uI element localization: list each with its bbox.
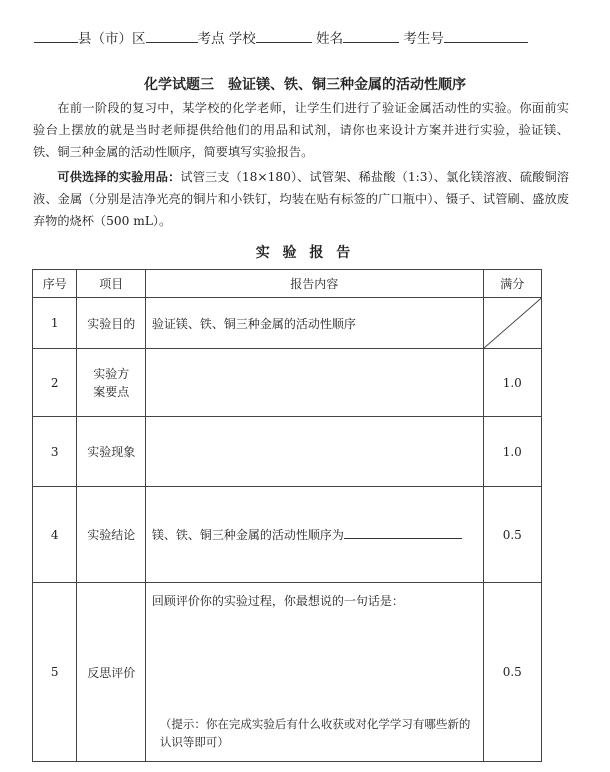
table-row [33,417,542,487]
conclusion-blank[interactable] [344,526,462,539]
header-item: 项目 [77,270,145,298]
row-score: 1.0 [483,349,541,417]
reflection-hint: （提示：你在完成实验后有什么收获或对化学学习有哪些新的认识等即可） [159,717,471,749]
conclusion-text: 镁、铁、铜三种金属的活动性顺序为 [151,528,344,542]
row-num: 5 [33,583,77,762]
supplies-label: 可供选择的实验用品： [57,170,181,184]
row-content [145,298,483,349]
school-blank[interactable] [256,28,312,43]
row-item: 反思评价 [77,583,145,762]
row-score: 0.5 [483,487,541,583]
exam-site-blank[interactable] [146,28,198,43]
row-item: 实验目的 [77,298,145,349]
row-score: 1.0 [483,417,541,487]
header-content: 报告内容 [145,270,483,298]
reflection-prompt: 回顾评价你的实验过程，你最想说的一句话是： [151,594,404,608]
page-title: 化学试题三 验证镁、铁、铜三种金属的活动性顺序 [144,77,466,93]
exam-number-label: 考生号 [403,31,444,47]
row-num: 4 [33,487,77,583]
plan-label: 实验方案要点 [93,366,130,399]
supplies-paragraph [33,166,569,232]
county-label: 县（市）区 [78,31,146,47]
phenomenon-answer-area[interactable] [145,417,483,487]
exam-header [34,28,554,50]
exam-site-label: 考点 [197,31,225,47]
report-table [32,269,542,762]
row-num: 3 [33,417,77,487]
score-cell-diagonal [483,298,541,349]
intro-paragraph: 在前一阶段的复习中，某学校的化学老师，让学生们进行了验证金属活动性的实验。你面前实验台上摆放的就是当时老师提供给他们的用品和试剂，请你也来设计方案并进行实验，验证镁、铁、铜三种金属的活动性顺序，简要填写实验报告。 [33,101,569,159]
exam-number-blank[interactable] [444,28,528,43]
table-row [33,298,542,349]
header-num: 序号 [33,270,77,298]
plan-answer-area[interactable] [145,349,483,417]
school-label: 学校 [228,31,256,47]
supplies-text: 试管三支（18×180）、试管架、稀盐酸（1:3）、氯化镁溶液、硫酸铜溶液、金属（分别是洁净光亮的铜片和小铁钉，均装在贴有标签的广口瓶中）、镊子、试管刷、盛放废弃物的烧杯（500 mL）。 [33,170,569,228]
county-blank[interactable] [34,28,78,43]
table-row [33,349,542,417]
reflection-answer-area[interactable] [145,583,483,762]
row-score: 0.5 [483,583,541,762]
table-row [33,583,542,762]
row-content [145,487,483,583]
row-item: 实验现象 [77,417,145,487]
purpose-text: 验证镁、铁、铜三种金属的活动性顺序 [151,316,356,331]
row-num: 1 [33,298,77,349]
row-item: 实验结论 [77,487,145,583]
row-item [77,349,145,417]
diagonal-slash [484,298,541,348]
name-blank[interactable] [343,28,399,43]
table-row [33,487,542,583]
table-header-row [33,270,542,298]
report-title: 实 验 报 告 [255,245,355,261]
header-score: 满分 [483,270,541,298]
name-label: 姓名 [316,31,344,47]
row-num: 2 [33,349,77,417]
